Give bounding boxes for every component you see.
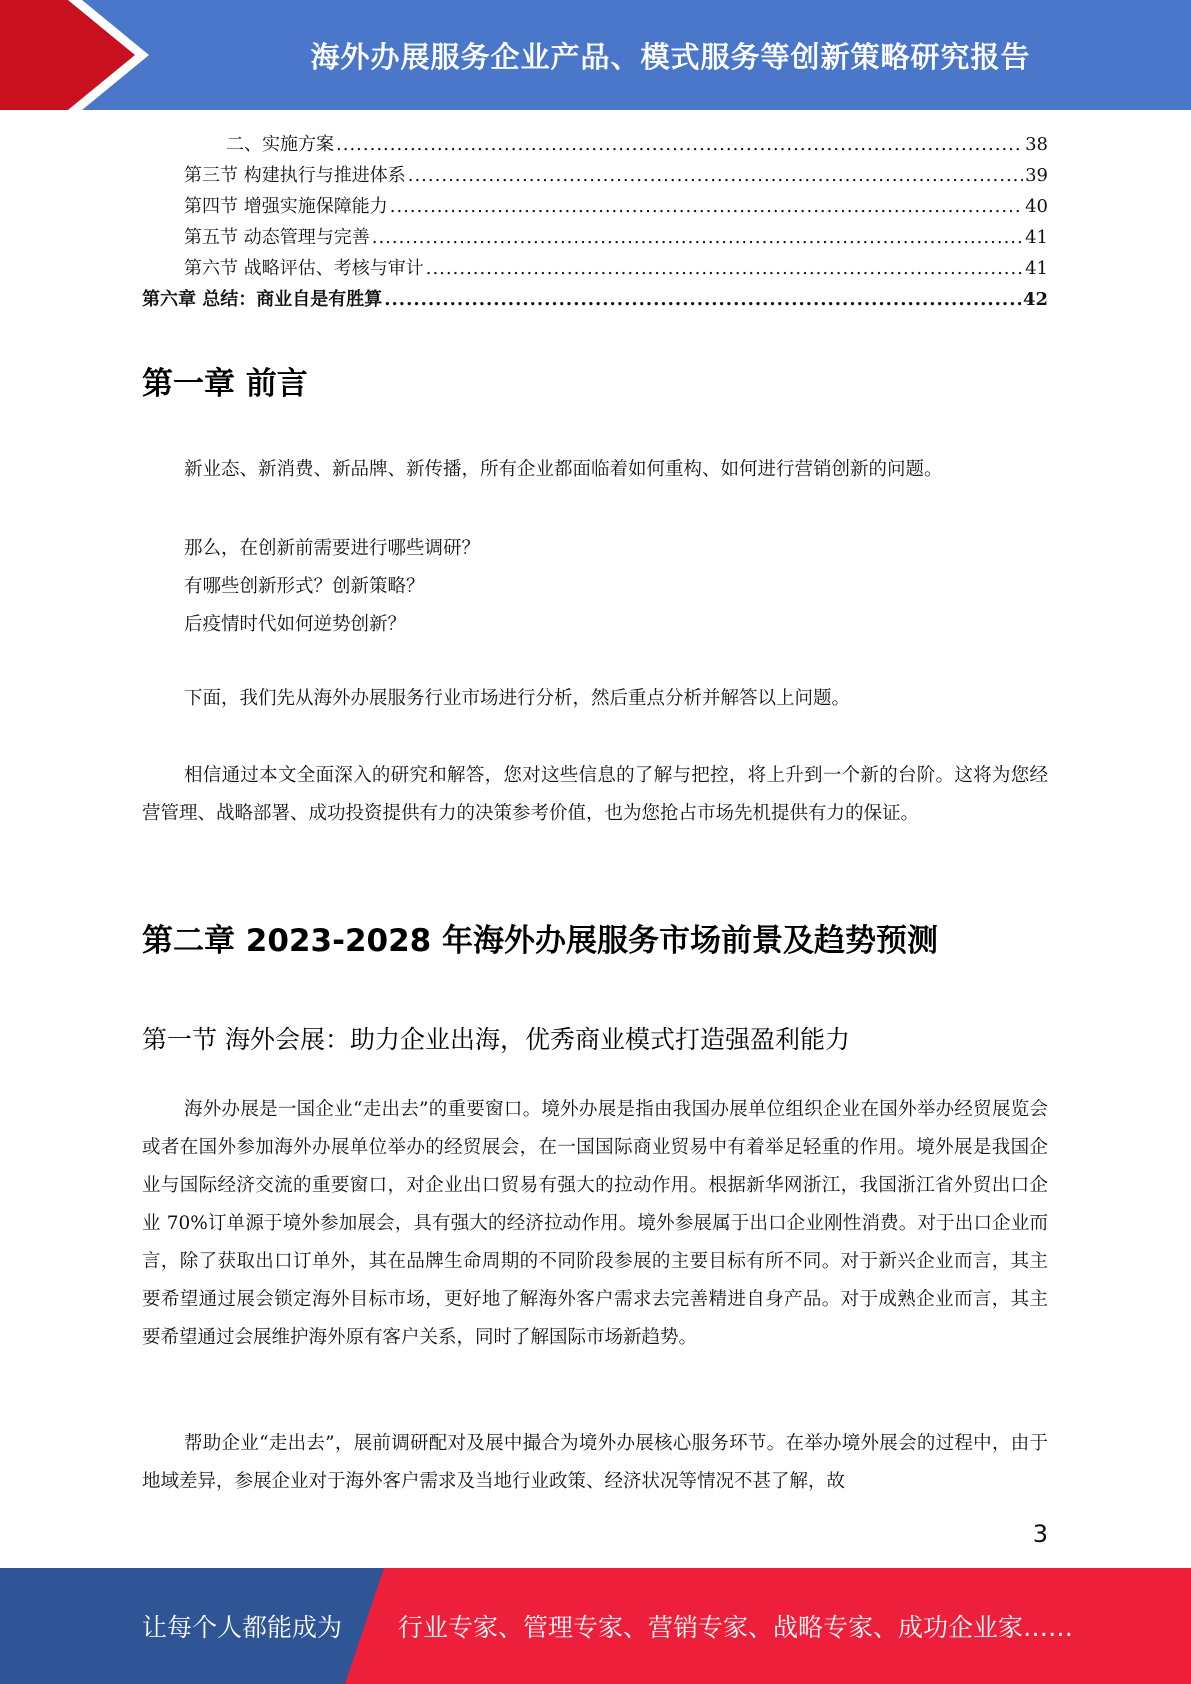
toc-entry-page: 41 [1025, 227, 1048, 248]
question-line: 后疫情时代如何逆势创新？ [184, 614, 407, 635]
toc-entry-page: 40 [1025, 196, 1048, 217]
page-footer [0, 1568, 1191, 1684]
question-line: 有哪些创新形式？创新策略？ [184, 576, 425, 597]
toc-entry-label: 第五节 动态管理与完善 [184, 227, 370, 248]
toc-entry[interactable] [142, 254, 1048, 285]
toc-entry-page: 41 [1025, 258, 1048, 279]
report-title: 海外办展服务企业产品、模式服务等创新策略研究报告 [310, 39, 1031, 74]
toc-entry-label: 第六节 战略评估、考核与审计 [184, 258, 424, 279]
toc-entry-label: 第三节 构建执行与推进体系 [184, 165, 406, 186]
paragraph: 帮助企业“走出去”，展前调研配对及展中撮合为境外办展核心服务环节。在举办境外展会的过程中，由于地域差异，参展企业对于海外客户需求及当地行业政策、经济状况等情况不甚了解，故 [142, 1433, 1048, 1492]
chevron-arrow-icon [0, 0, 150, 110]
section-heading: 第一节 海外会展：助力企业出海，优秀商业模式打造强盈利能力 [142, 1025, 850, 1054]
toc-leader-dots [426, 258, 1023, 279]
chapter-heading: 第二章 2023-2028 年海外办展服务市场前景及趋势预测 [142, 923, 939, 959]
toc-entry[interactable] [142, 223, 1048, 254]
question-line: 那么，在创新前需要进行哪些调研？ [184, 538, 481, 559]
toc-entry[interactable] [142, 192, 1048, 223]
paragraph: 相信通过本文全面深入的研究和解答，您对这些信息的了解与把控，将上升到一个新的台阶。这将为您经营管理、战略部署、成功投资提供有力的决策参考价值，也为您抢占市场先机提供有力的保证。 [142, 765, 1048, 824]
toc-leader-dots [390, 196, 1023, 217]
table-of-contents [142, 130, 1048, 316]
toc-entry[interactable] [142, 130, 1048, 161]
toc-leader-dots [384, 289, 1021, 310]
paragraph: 下面，我们先从海外办展服务行业市场进行分析，然后重点分析并解答以上问题。 [184, 688, 851, 709]
toc-entry-label: 第六章 总结：商业自是有胜算 [142, 289, 383, 310]
paragraph: 新业态、新消费、新品牌、新传播，所有企业都面临着如何重构、如何进行营销创新的问题。 [184, 459, 943, 480]
page-number: 3 [1032, 1520, 1048, 1548]
footer-slogan-left: 让每个人都能成为 [142, 1613, 343, 1642]
chapter-heading: 第一章 前言 [142, 366, 308, 402]
page-header [0, 0, 1191, 110]
toc-entry-label: 二、实施方案 [226, 134, 334, 155]
toc-entry[interactable] [142, 161, 1048, 192]
toc-leader-dots [336, 134, 1023, 155]
toc-entry-page: 38 [1025, 134, 1048, 155]
paragraph: 海外办展是一国企业“走出去”的重要窗口。境外办展是指由我国办展单位组织企业在国外举办经贸展览会或者在国外参加海外办展单位举办的经贸展会，在一国国际商业贸易中有着举足轻重的作用。境外展是我国企业与国际经济交流的重要窗口，对企业出口贸易有强大的拉动作用。根据新华网浙江，我国浙江省外贸出口企业 70%订单源于境外参加展会，具有强大的经济拉动作用。境外参展属于出口企业刚性消费。对于出口企业而言，除了获取出口订单外，其在品牌生命周期的不同阶段参展的主要目标有所不同。对于新兴企业而言，其主要希望通过展会锁定海外目标市场，更好地了解海外客户需求去完善精进自身产品。对于成熟企业而言，其主要希望通过会展维护海外原有客户关系，同时了解国际市场新趋势。 [142, 1099, 1048, 1348]
toc-entry-page: 42 [1022, 289, 1048, 310]
footer-slogan-right: 行业专家、管理专家、营销专家、战略专家、成功企业家…… [398, 1613, 1074, 1642]
toc-entry-page: 39 [1025, 165, 1048, 186]
toc-entry-label: 第四节 增强实施保障能力 [184, 196, 388, 217]
toc-leader-dots [372, 227, 1023, 248]
toc-entry[interactable] [142, 285, 1048, 316]
toc-leader-dots [408, 165, 1023, 186]
